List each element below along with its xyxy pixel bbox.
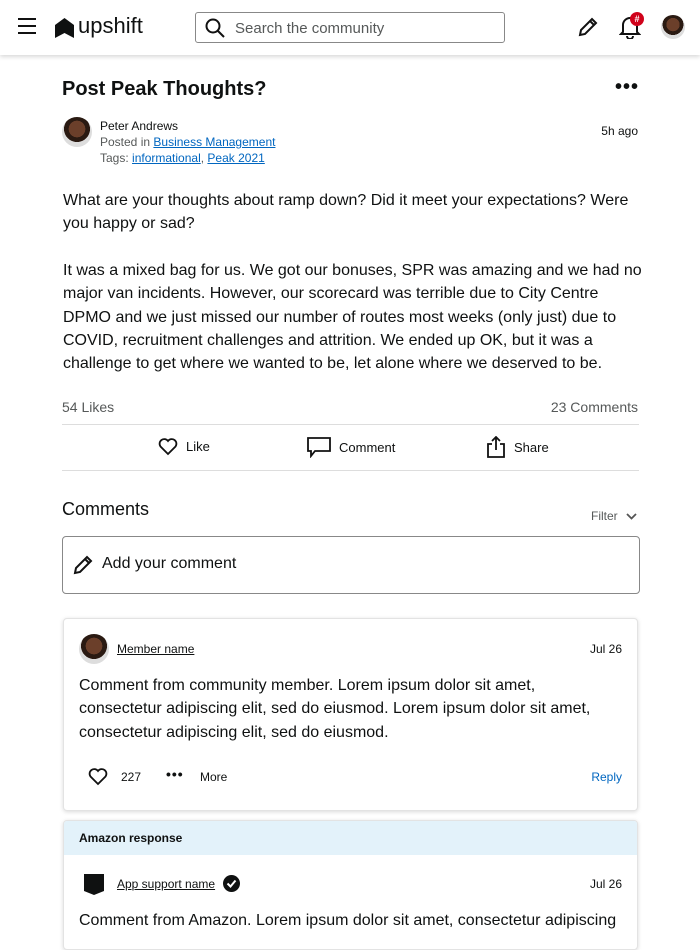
post-paragraph: It was a mixed bag for us. We got our bonuses, SPR was amazing and we had no major van incidents. However, our scorecard was terrible due to City Centre DPMO and we just missed our number of routes most weeks (only just) due to COVID, recruitment challenges and attrition. We ended up OK, but it was a challenge to get where we wanted to be, let alone where we deserved to be.: [63, 262, 642, 373]
add-comment-input[interactable]: [62, 536, 640, 594]
filter-label: Filter: [591, 509, 618, 523]
heart-icon: [158, 437, 178, 456]
comment-likes: 227: [121, 770, 142, 784]
chevron-down-icon: [626, 513, 637, 520]
comment-button[interactable]: [307, 437, 395, 458]
heart-icon[interactable]: [88, 767, 108, 786]
search-icon: [205, 18, 225, 38]
tag-link[interactable]: Peak 2021: [207, 151, 265, 165]
author-name[interactable]: Peter Andrews: [100, 119, 179, 133]
comment-date: Jul 26: [589, 642, 622, 656]
post-paragraph: What are your thoughts about ramp down? Did it meet your expectations? Were you happy or sad?: [63, 192, 629, 233]
response-date: Jul 26: [589, 877, 622, 891]
top-header: [0, 0, 700, 55]
divider: [62, 470, 639, 471]
brand-name[interactable]: upshift: [78, 13, 143, 38]
comments-heading: Comments: [62, 499, 150, 519]
share-icon: [486, 436, 506, 458]
notification-badge: #: [630, 12, 644, 26]
filter-dropdown[interactable]: [591, 509, 637, 523]
amazon-logo-icon: [84, 874, 104, 895]
more-icon[interactable]: •••: [166, 766, 184, 782]
reply-button[interactable]: Reply: [591, 770, 622, 784]
tags-label: Tags:: [100, 151, 129, 165]
pencil-icon[interactable]: [577, 16, 599, 38]
commenter-avatar: [79, 634, 109, 664]
pencil-icon: [72, 554, 94, 576]
user-avatar[interactable]: [661, 15, 685, 39]
comment-icon: [307, 437, 331, 458]
tag-link[interactable]: informational: [132, 151, 201, 165]
support-name[interactable]: App support name: [117, 877, 216, 891]
comment-card: [63, 618, 638, 811]
search-input[interactable]: [195, 12, 505, 43]
like-label: Like: [186, 439, 210, 454]
posted-in: [100, 135, 275, 149]
search-placeholder: Search the community: [235, 20, 385, 37]
share-button[interactable]: [486, 436, 549, 458]
category-link[interactable]: Business Management: [153, 135, 276, 149]
response-banner: Amazon response: [64, 821, 637, 855]
divider: [62, 424, 639, 425]
amazon-response-card: [63, 820, 638, 950]
more-options-icon[interactable]: •••: [615, 76, 640, 98]
share-label: Share: [514, 439, 549, 455]
comment-label: Comment: [339, 440, 396, 455]
like-button[interactable]: [158, 437, 210, 456]
upshift-logo-icon: [54, 17, 75, 38]
more-label[interactable]: More: [200, 770, 228, 784]
add-comment-placeholder: Add your comment: [102, 555, 237, 572]
tags: Tags: informational, Peak 2021: [100, 151, 265, 165]
author-avatar: [62, 117, 92, 147]
menu-icon[interactable]: [18, 18, 36, 34]
response-text: Comment from Amazon. Lorem ipsum dolor sit amet, consectetur adipiscing: [79, 912, 617, 929]
comment-text: Comment from community member. Lorem ipsum dolor sit amet, consectetur adipiscing elit, sed do eiusmod. Lorem ipsum dolor sit amet, consectetur adipiscing elit, sed do eiusmod.: [79, 677, 591, 741]
post-time: 5h ago: [601, 124, 638, 138]
likes-count[interactable]: 54 Likes: [62, 399, 115, 415]
comments-count[interactable]: 23 Comments: [550, 399, 638, 415]
verified-check-icon: [223, 875, 240, 892]
commenter-name[interactable]: Member name: [117, 642, 195, 656]
post-title: Post Peak Thoughts?: [62, 78, 267, 100]
posted-in-label: Posted in: [100, 135, 151, 149]
